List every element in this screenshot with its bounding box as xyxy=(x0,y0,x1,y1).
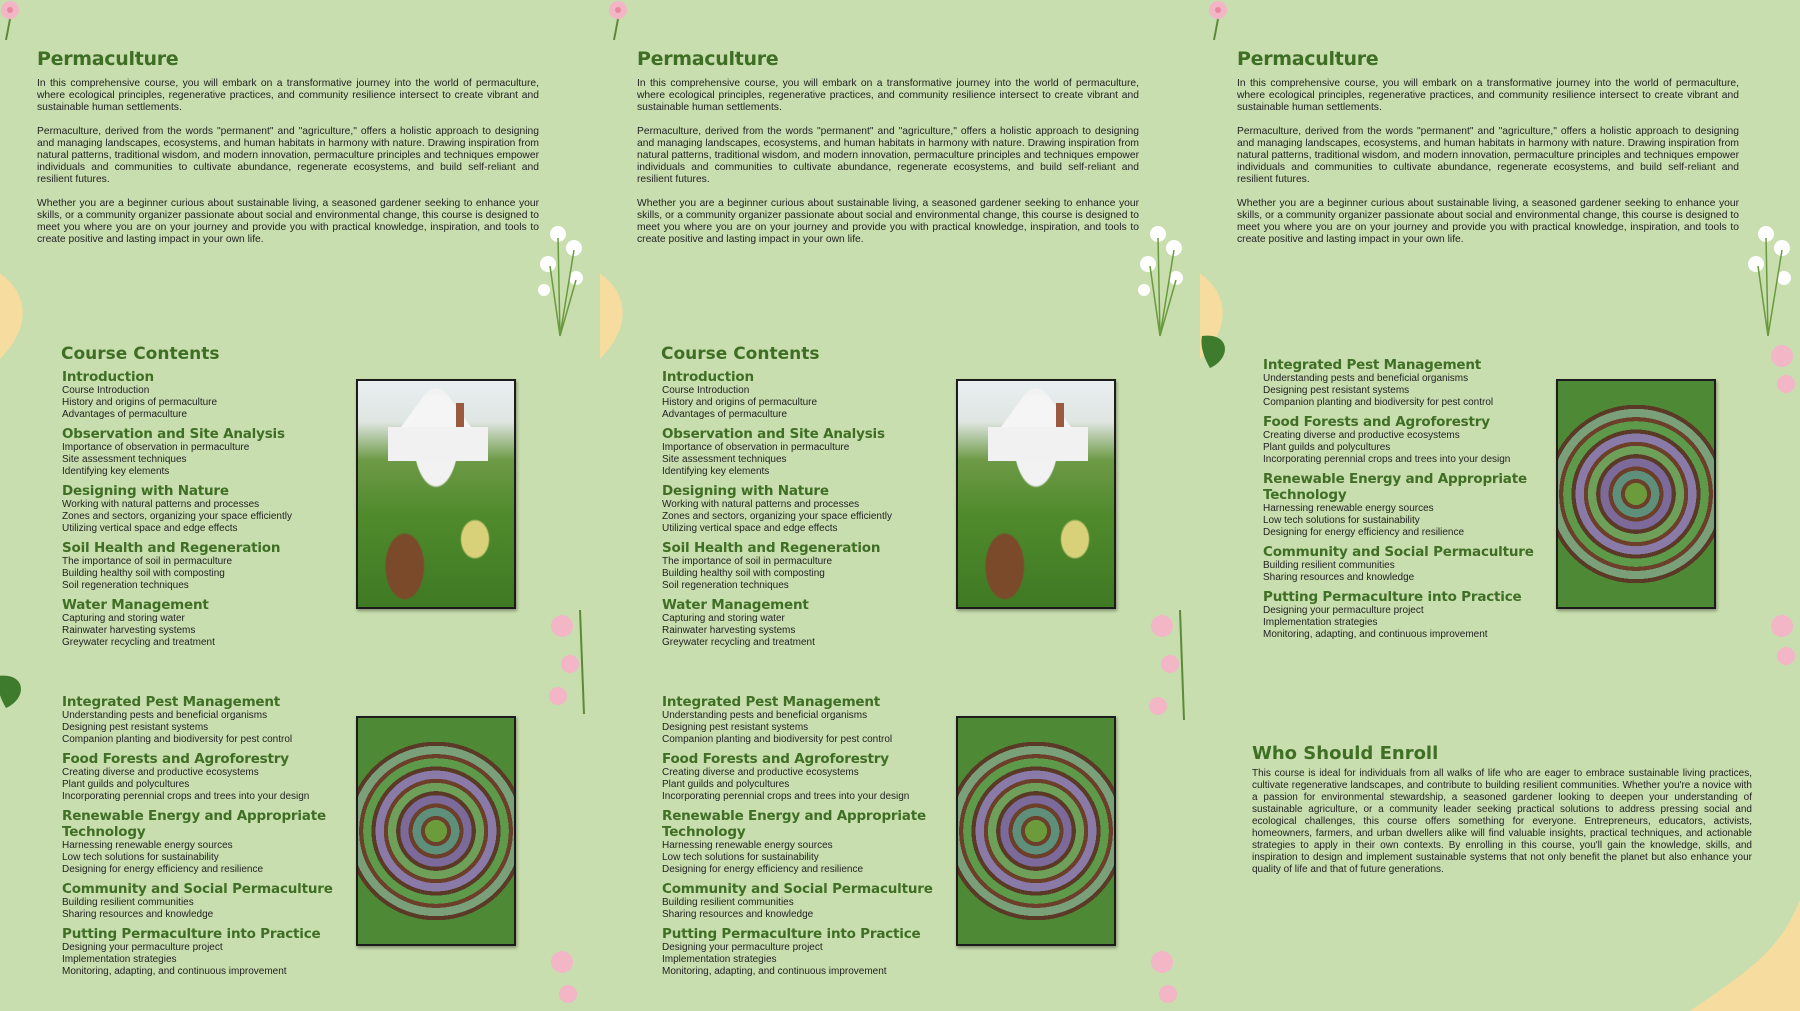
module-title: Community and Social Permaculture xyxy=(62,881,333,897)
module-item: Designing for energy efficiency and resilience xyxy=(62,864,264,875)
pink-flower-icon xyxy=(540,944,600,1011)
intro-paragraph: Permaculture, derived from the words "permanent" and "agriculture," offers a holistic approach to designing and managing landscapes, ecosystems, and human habitats in harmony with nature. Drawing inspiration from natural patterns, traditional wisdom, and modern innovation, permaculture principles and techniques empower individuals and communities to cultivate abundance, regenerate ecosystems, and build self-reliant and resilient futures. xyxy=(1237,126,1739,185)
module-title: Soil Health and Regeneration xyxy=(662,540,881,556)
garden-house-photo xyxy=(356,379,516,609)
module-title: Designing with Nature xyxy=(62,483,229,499)
module-title: Community and Social Permaculture xyxy=(662,881,933,897)
module-title: Food Forests and Agroforestry xyxy=(662,751,889,767)
module-item: Companion planting and biodiversity for pest control xyxy=(662,734,893,745)
module-list xyxy=(62,369,362,654)
module-title: Water Management xyxy=(62,597,209,613)
module-title: Community and Social Permaculture xyxy=(1263,544,1534,560)
module-item: Designing for energy efficiency and resilience xyxy=(662,864,864,875)
module-item: Designing pest resistant systems xyxy=(62,722,209,733)
module-item: Implementation strategies xyxy=(62,954,177,965)
module-item: Importance of observation in permaculture xyxy=(62,442,250,453)
enroll-heading: Who Should Enroll xyxy=(1252,743,1439,764)
module-item: Identifying key elements xyxy=(62,466,170,477)
module xyxy=(662,369,962,421)
module-title: Renewable Energy and Appropriate Technology xyxy=(662,808,926,840)
module xyxy=(62,751,362,803)
leaf-icon xyxy=(1200,332,1232,370)
intro-text xyxy=(37,78,539,258)
module-item: Soil regeneration techniques xyxy=(662,580,789,591)
module-title: Introduction xyxy=(62,369,154,385)
module-item: Implementation strategies xyxy=(1263,617,1378,628)
module-item: Creating diverse and productive ecosystems xyxy=(62,767,259,778)
white-flower-icon xyxy=(1130,218,1200,338)
module xyxy=(662,483,962,535)
pink-flower-icon xyxy=(1760,340,1800,400)
module-item: Advantages of permaculture xyxy=(62,409,188,420)
module-list xyxy=(62,694,362,983)
module-item: Rainwater harvesting systems xyxy=(662,625,796,636)
module-item: Plant guilds and polycultures xyxy=(62,779,190,790)
module xyxy=(62,694,362,746)
module xyxy=(1263,471,1563,539)
who-should-enroll-section xyxy=(1252,743,1752,876)
module-item: Harnessing renewable energy sources xyxy=(662,840,833,851)
intro-paragraph: Whether you are a beginner curious about sustainable living, a seasoned gardener seeking to enhance your skills, or a community organizer passionate about social and environmental change, this course is designed to meet you where you are on your journey and provide you with practical knowledge, inspiration, and tools to create positive and lasting impact in your own life. xyxy=(1237,198,1739,245)
module-item: Low tech solutions for sustainability xyxy=(1263,515,1420,526)
module-item: History and origins of permaculture xyxy=(62,397,218,408)
cream-shape-icon xyxy=(600,258,650,368)
leaf-icon xyxy=(0,672,28,710)
module xyxy=(662,751,962,803)
page-panel-1 xyxy=(0,0,600,1011)
module xyxy=(62,483,362,535)
module-item: Course Introduction xyxy=(62,385,150,396)
module-item: Working with natural patterns and processes xyxy=(62,499,260,510)
module-item: Rainwater harvesting systems xyxy=(62,625,196,636)
module-item: Incorporating perennial crops and trees into your design xyxy=(662,791,910,802)
intro-text xyxy=(637,78,1139,258)
pink-flower-icon xyxy=(1140,944,1200,1011)
module-item: Utilizing vertical space and edge effects xyxy=(62,523,238,534)
enroll-text: This course is ideal for individuals from all walks of life who are eager to embrace sustainable living practices, cultivate regenerative landscapes, and contribute to building resilient communities. Whether you're a novice with a passion for environmental stewardship, a seasoned gardener looking to deepen your understanding of sustainable agriculture, or a community leader seeking practical solutions to address pressing social and ecological challenges, this course offers something for everyone. Entrepreneurs, educators, activists, homeowners, farmers, and urban dwellers alike will find valuable insights, practical techniques, and actionable strategies to apply in their own contexts. By enrolling in this course, you'll gain the knowledge, skills, and inspiration to design and implement sustainable systems that not only benefit the planet but also enhance your quality of life and that of future generations. xyxy=(1252,768,1752,875)
module-item: Greywater recycling and treatment xyxy=(662,637,815,648)
page-title: Permaculture xyxy=(637,48,779,70)
module-item: Building healthy soil with composting xyxy=(662,568,825,579)
module-item: Incorporating perennial crops and trees into your design xyxy=(1263,454,1511,465)
module xyxy=(1263,414,1563,466)
garden-house-photo xyxy=(956,379,1116,609)
module-item: Zones and sectors, organizing your space efficiently xyxy=(662,511,892,522)
module-title: Renewable Energy and Appropriate Technology xyxy=(1263,471,1527,503)
module-item: Course Introduction xyxy=(662,385,750,396)
module-item: Creating diverse and productive ecosystems xyxy=(1263,430,1460,441)
module-item: Plant guilds and polycultures xyxy=(1263,442,1391,453)
module xyxy=(62,926,362,978)
module-item: Utilizing vertical space and edge effects xyxy=(662,523,838,534)
module-item: Companion planting and biodiversity for pest control xyxy=(62,734,293,745)
module-item: The importance of soil in permaculture xyxy=(62,556,233,567)
module-item: Capturing and storing water xyxy=(662,613,785,624)
module-item: Creating diverse and productive ecosystems xyxy=(662,767,859,778)
module-item: The importance of soil in permaculture xyxy=(662,556,833,567)
pink-flower-icon xyxy=(0,0,32,42)
module-title: Putting Permaculture into Practice xyxy=(662,926,921,942)
module-title: Soil Health and Regeneration xyxy=(62,540,281,556)
module xyxy=(62,540,362,592)
module-item: Designing pest resistant systems xyxy=(1263,385,1410,396)
module-item: Site assessment techniques xyxy=(62,454,187,465)
module-item: Sharing resources and knowledge xyxy=(62,909,214,920)
module-item: Capturing and storing water xyxy=(62,613,185,624)
module-item: Harnessing renewable energy sources xyxy=(62,840,233,851)
module-item: Understanding pests and beneficial organisms xyxy=(1263,373,1469,384)
module-item: Soil regeneration techniques xyxy=(62,580,189,591)
module-item: Building healthy soil with composting xyxy=(62,568,225,579)
module-title: Integrated Pest Management xyxy=(1263,357,1482,373)
module xyxy=(662,540,962,592)
module xyxy=(662,597,962,649)
module-item: Companion planting and biodiversity for pest control xyxy=(1263,397,1494,408)
module xyxy=(62,426,362,478)
intro-paragraph: Whether you are a beginner curious about sustainable living, a seasoned gardener seeking to enhance your skills, or a community organizer passionate about social and environmental change, this course is designed to meet you where you are on your journey and provide you with practical knowledge, inspiration, and tools to create positive and lasting impact in your own life. xyxy=(37,198,539,245)
module-item: Sharing resources and knowledge xyxy=(662,909,814,920)
module-item: Designing your permaculture project xyxy=(662,942,823,953)
module-item: Monitoring, adapting, and continuous improvement xyxy=(1263,629,1488,640)
intro-paragraph: Permaculture, derived from the words "permanent" and "agriculture," offers a holistic approach to designing and managing landscapes, ecosystems, and human habitats in harmony with nature. Drawing inspiration from natural patterns, traditional wisdom, and modern innovation, permaculture principles and techniques empower individuals and communities to cultivate abundance, regenerate ecosystems, and build self-reliant and resilient futures. xyxy=(37,126,539,185)
spiral-garden-photo xyxy=(1556,379,1716,609)
module-item: Monitoring, adapting, and continuous improvement xyxy=(662,966,887,977)
module-item: Site assessment techniques xyxy=(662,454,787,465)
module-item: Building resilient communities xyxy=(1263,560,1395,571)
intro-paragraph: In this comprehensive course, you will embark on a transformative journey into the world of permaculture, where ecological principles, regenerative practices, and community resilience intersect to create vibrant and sustainable human settlements. xyxy=(1237,78,1739,113)
module-item: Plant guilds and polycultures xyxy=(662,779,790,790)
page-panel-3 xyxy=(1200,0,1800,1011)
spiral-garden-photo xyxy=(356,716,516,946)
module xyxy=(662,694,962,746)
module xyxy=(62,597,362,649)
module-item: Understanding pests and beneficial organisms xyxy=(662,710,868,721)
intro-paragraph: Whether you are a beginner curious about sustainable living, a seasoned gardener seeking to enhance your skills, or a community organizer passionate about social and environmental change, this course is designed to meet you where you are on your journey and provide you with practical knowledge, inspiration, and tools to create positive and lasting impact in your own life. xyxy=(637,198,1139,245)
module xyxy=(62,369,362,421)
module-item: Zones and sectors, organizing your space efficiently xyxy=(62,511,292,522)
module-item: Designing your permaculture project xyxy=(1263,605,1424,616)
module xyxy=(662,808,962,876)
white-flower-icon xyxy=(530,218,600,338)
module-item: History and origins of permaculture xyxy=(662,397,818,408)
module-item: Monitoring, adapting, and continuous improvement xyxy=(62,966,287,977)
pink-flower-icon xyxy=(1140,610,1200,730)
pink-flower-icon xyxy=(1760,606,1800,676)
pink-flower-icon xyxy=(600,0,640,42)
module xyxy=(662,926,962,978)
intro-paragraph: Permaculture, derived from the words "permanent" and "agriculture," offers a holistic approach to designing and managing landscapes, ecosystems, and human habitats in harmony with nature. Drawing inspiration from natural patterns, traditional wisdom, and modern innovation, permaculture principles and techniques empower individuals and communities to cultivate abundance, regenerate ecosystems, and build self-reliant and resilient futures. xyxy=(637,126,1139,185)
module xyxy=(662,426,962,478)
module-title: Observation and Site Analysis xyxy=(662,426,885,442)
spiral-garden-photo xyxy=(956,716,1116,946)
module-item: Harnessing renewable energy sources xyxy=(1263,503,1434,514)
page-title: Permaculture xyxy=(37,48,179,70)
module xyxy=(62,808,362,876)
module-list xyxy=(662,694,962,983)
module-item: Designing pest resistant systems xyxy=(662,722,809,733)
page-panel-2 xyxy=(600,0,1200,1011)
module-item: Sharing resources and knowledge xyxy=(1263,572,1415,583)
module-item: Designing for energy efficiency and resilience xyxy=(1263,527,1465,538)
module-item: Incorporating perennial crops and trees into your design xyxy=(62,791,310,802)
intro-paragraph: In this comprehensive course, you will embark on a transformative journey into the world of permaculture, where ecological principles, regenerative practices, and community resilience intersect to create vibrant and sustainable human settlements. xyxy=(637,78,1139,113)
module-item: Advantages of permaculture xyxy=(662,409,788,420)
pink-flower-icon xyxy=(540,610,600,720)
module xyxy=(662,881,962,921)
module-item: Understanding pests and beneficial organisms xyxy=(62,710,268,721)
module-item: Identifying key elements xyxy=(662,466,770,477)
module-title: Observation and Site Analysis xyxy=(62,426,285,442)
intro-paragraph: In this comprehensive course, you will embark on a transformative journey into the world of permaculture, where ecological principles, regenerative practices, and community resilience intersect to create vibrant and sustainable human settlements. xyxy=(37,78,539,113)
module-list xyxy=(1263,357,1563,646)
module-title: Renewable Energy and Appropriate Technology xyxy=(62,808,326,840)
module-list xyxy=(662,369,962,654)
module-item: Greywater recycling and treatment xyxy=(62,637,215,648)
module-title: Food Forests and Agroforestry xyxy=(62,751,289,767)
module xyxy=(1263,357,1563,409)
module-item: Building resilient communities xyxy=(662,897,794,908)
cream-shape-icon xyxy=(0,258,50,368)
module-item: Implementation strategies xyxy=(662,954,777,965)
module-item: Low tech solutions for sustainability xyxy=(62,852,219,863)
module-title: Integrated Pest Management xyxy=(662,694,881,710)
module-title: Food Forests and Agroforestry xyxy=(1263,414,1490,430)
module-item: Building resilient communities xyxy=(62,897,194,908)
page-title: Permaculture xyxy=(1237,48,1379,70)
module-title: Introduction xyxy=(662,369,754,385)
course-contents-heading: Course Contents xyxy=(61,344,220,364)
module-title: Designing with Nature xyxy=(662,483,829,499)
module-title: Integrated Pest Management xyxy=(62,694,281,710)
module-title: Water Management xyxy=(662,597,809,613)
module-item: Designing your permaculture project xyxy=(62,942,223,953)
module xyxy=(1263,589,1563,641)
white-flower-icon xyxy=(1738,218,1800,338)
module-item: Working with natural patterns and processes xyxy=(662,499,860,510)
module xyxy=(62,881,362,921)
module-item: Importance of observation in permaculture xyxy=(662,442,850,453)
cream-shape-icon xyxy=(1690,900,1800,1011)
pink-flower-icon xyxy=(1200,0,1240,42)
module-title: Putting Permaculture into Practice xyxy=(62,926,321,942)
intro-text xyxy=(1237,78,1739,258)
module-title: Putting Permaculture into Practice xyxy=(1263,589,1522,605)
module-item: Low tech solutions for sustainability xyxy=(662,852,819,863)
module xyxy=(1263,544,1563,584)
course-contents-heading: Course Contents xyxy=(661,344,820,364)
